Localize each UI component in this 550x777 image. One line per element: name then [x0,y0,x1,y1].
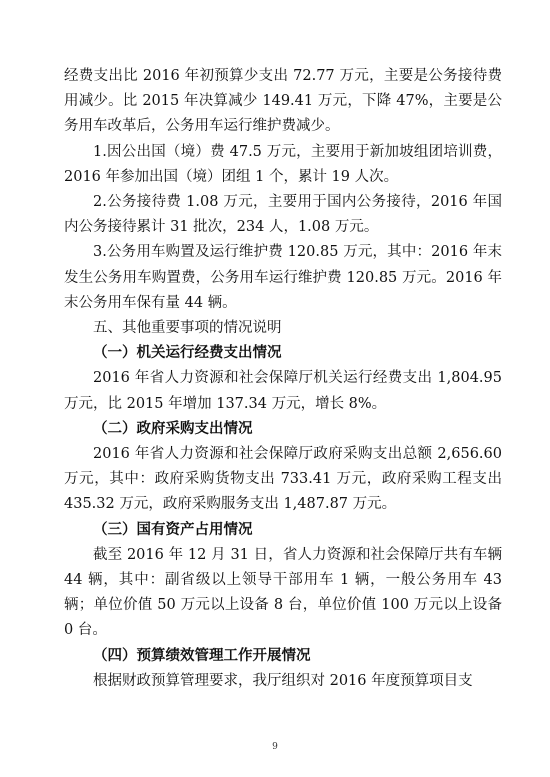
paragraph-overseas-expense: 1.因公出国（境）费 47.5 万元，主要用于新加坡组团培训费，2016 年参加出国（境）团组 1 个，累计 19 人次。 [64,143,502,185]
paragraph-performance-management: 根据财政预算管理要求，我厅组织对 2016 年度预算项目支 [93,672,473,689]
subheading-performance-management: （四）预算绩效管理工作开展情况 [93,647,311,664]
document-body [64,64,502,694]
subheading-state-assets: （三）国有资产占用情况 [93,521,253,538]
paragraph-procurement: 2016 年省人力资源和社会保障厅政府采购支出总额 2,656.60 万元，其中：政府采购货物支出 733.41 万元，政府采购工程支出 435.32 万元，政府采购服务支出 1,487.87 万元。 [64,446,502,513]
section-heading-other-matters: 五、其他重要事项的情况说明 [93,320,282,337]
page-number: 9 [272,742,278,752]
paragraph-state-assets: 截至 2016 年 12 月 31 日，省人力资源和社会保障厅共有车辆 44 辆，其中：副省级以上领导干部用车 1 辆，一般公务用车 43 辆；单位价值 50 万元以上设备 8 台，单位价值 100 万元以上设备 0 台。 [64,546,502,639]
subheading-operating-expense: （一）机关运行经费支出情况 [93,345,282,362]
paragraph-public-expense-summary: 经费支出比 2016 年初预算少支出 72.77 万元，主要是公务接待费用减少。比 2015 年决算减少 149.41 万元，下降 47%，主要是公务用车改革后，公务用车运行维护费减少。 [64,68,502,135]
paragraph-operating-expense: 2016 年省人力资源和社会保障厅机关运行经费支出 1,804.95 万元，比 2015 年增加 137.34 万元，增长 8%。 [64,370,502,412]
subheading-procurement: （二）政府采购支出情况 [93,420,253,437]
paragraph-vehicle-expense: 3.公务用车购置及运行维护费 120.85 万元，其中：2016 年末发生公务用车购置费，公务用车运行维护费 120.85 万元。2016 年末公务用车保有量 44 辆。 [64,244,502,311]
paragraph-reception-expense: 2.公务接待费 1.08 万元，主要用于国内公务接待，2016 年国内公务接待累计 31 批次，234 人，1.08 万元。 [64,194,502,236]
